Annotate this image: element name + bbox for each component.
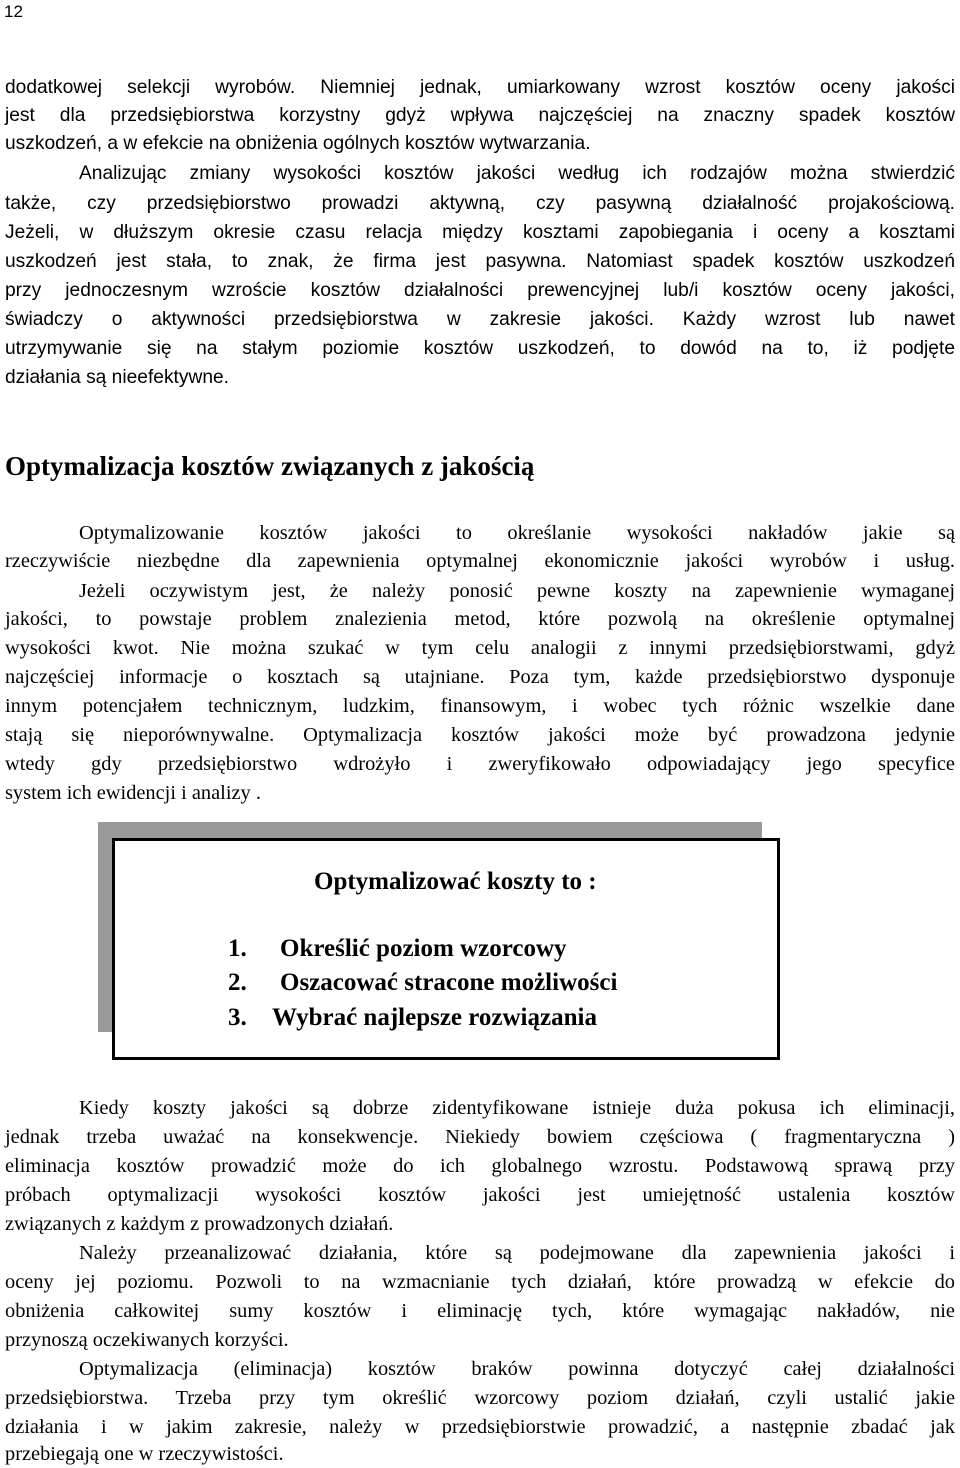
text-line: świadczy o aktywności przedsiębiorstwa w zakresie jakości. Każdy wzrost lub nawet [5,309,955,330]
text-line: rzeczywiście niezbędne dla zapewnienia optymalnej ekonomicznie jakości wyrobów i usług. [5,550,955,572]
text-line: stają się nieporównywalne. Optymalizacja kosztów jakości może być prowadzona jedynie [5,724,955,746]
text-line: przedsiębiorstwa. Trzeba przy tym określić wzorcowy poziom działań, czyli ustalić jakie [5,1387,955,1409]
text-line: Jeżeli, w dłuższym okresie czasu relacja między kosztami zapobiegania i oceny a kosztami [5,222,955,243]
text-line: związanych z każdym z prowadzonych działań. [5,1213,394,1235]
box-item-number: 3. [228,1004,247,1031]
text-line: eliminacja kosztów prowadzić może do ich globalnego wzrostu. Podstawową sprawą przy [5,1155,955,1177]
text-line: Jeżeli oczywistym jest, że należy ponosić pewne koszty na zapewnienie wymaganej [79,580,955,602]
box-list-item [228,932,567,966]
text-line: przebiegają one w rzeczywistości. [5,1443,284,1465]
text-line: jest dla przedsiębiorstwa korzystny gdyż wpływa najczęściej na znaczny spadek kosztów [5,105,955,126]
text-line: innym potencjałem technicznym, ludzkim, finansowym, i wobec tych różnic wszelkie dane [5,695,955,717]
box-list-item [228,966,617,1000]
text-line: Kiedy koszty jakości są dobrze zidentyfikowane istnieje duża pokusa ich eliminacji, [79,1097,955,1119]
box-item-number: 1. [228,935,247,962]
text-line: oceny jej poziomu. Pozwoli to na wzmacnianie tych działań, które prowadzą w efekcie do [5,1271,955,1293]
text-line: próbach optymalizacji wysokości kosztów jakości jest umiejętność ustalenia kosztów [5,1184,955,1206]
box-item-number: 2. [228,969,247,996]
text-line: jednak trzeba uważać na konsekwencje. Niekiedy bowiem częściowa ( fragmentaryczna ) [5,1126,955,1148]
text-line: działania są nieefektywne. [5,367,229,388]
section-heading: Optymalizacja kosztów związanych z jakością [5,451,535,481]
text-line: obniżenia całkowitej sumy kosztów i eliminację tych, które wymagając nakładów, nie [5,1300,955,1322]
text-line: Optymalizacja (eliminacja) kosztów braków powinna dotyczyć całej działalności [79,1358,955,1380]
text-line: uszkodzeń jest stała, to znak, że firma jest pasywna. Natomiast spadek kosztów uszkodzeń [5,251,955,272]
text-line: Należy przeanalizować działania, które są podejmowane dla zapewnienia jakości i [79,1242,955,1264]
text-line: wysokości kwot. Nie można szukać w tym celu analogii z innymi przedsiębiorstwami, gdyż [5,637,955,659]
text-line: także, czy przedsiębiorstwo prowadzi aktywną, czy pasywną działalność projakościową. [5,193,955,214]
text-line: Optymalizowanie kosztów jakości to określanie wysokości nakładów jakie są [79,522,955,544]
page-number: 12 [4,2,23,21]
box-item-text: Wybrać najlepsze rozwiązania [272,1004,597,1031]
text-line: wtedy gdy przedsiębiorstwo wdrożyło i zweryfikowało odpowiadający jego specyfice [5,753,955,775]
box-title: Optymalizować koszty to : [314,868,597,895]
text-line: utrzymywanie się na stałym poziomie kosztów uszkodzeń, to dowód na to, iż podjęte [5,338,955,359]
text-line: uszkodzeń, a w efekcie na obniżenia ogólnych kosztów wytwarzania. [5,133,591,154]
text-line: dodatkowej selekcji wyrobów. Niemniej jednak, umiarkowany wzrost kosztów oceny jakości [5,77,955,98]
box-item-text: Określić poziom wzorcowy [280,935,567,962]
text-line: przy jednoczesnym wzroście kosztów działalności prewencyjnej lub/i kosztów oceny jakości, [5,280,955,301]
text-line: działania i w jakim zakresie, należy w przedsiębiorstwie prowadzić, a następnie zbadać jak [5,1416,955,1438]
text-line: jakości, to powstaje problem znalezienia metod, które pozwolą na określenie optymalnej [5,608,955,630]
box-list-item [228,1001,597,1035]
text-line: najczęściej informacje o kosztach są utajniane. Poza tym, każde przedsiębiorstwo dysponuje [5,666,955,688]
text-line: system ich ewidencji i analizy . [5,782,261,804]
text-line: przynoszą oczekiwanych korzyści. [5,1329,289,1351]
text-line: Analizując zmiany wysokości kosztów jakości według ich rodzajów można stwierdzić [79,163,955,184]
box-item-text: Oszacować stracone możliwości [280,969,618,996]
